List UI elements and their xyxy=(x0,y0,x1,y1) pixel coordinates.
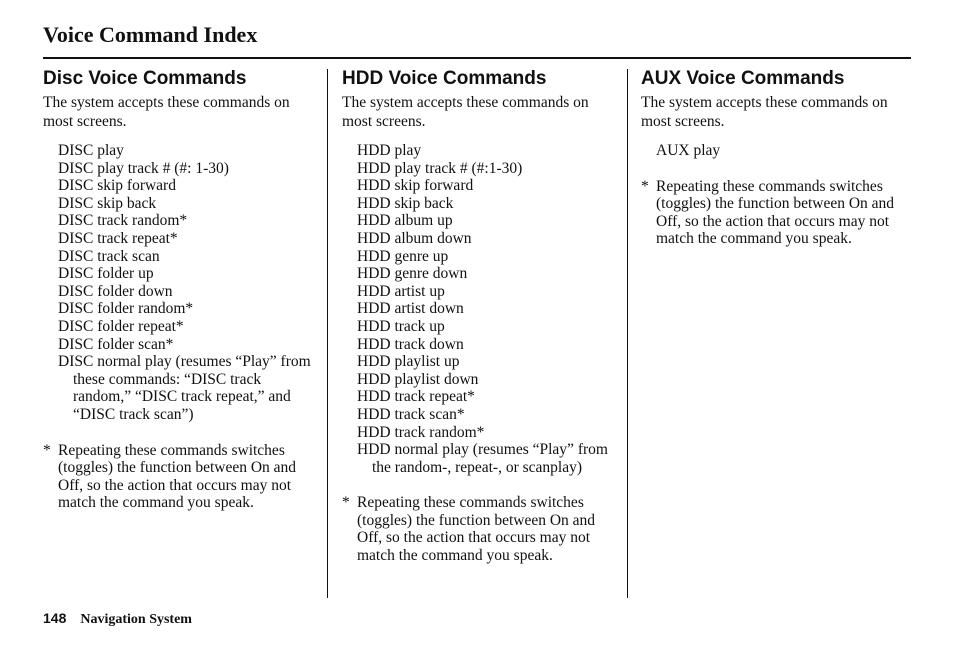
command-item: HDD track down xyxy=(357,335,464,353)
footnote xyxy=(43,442,318,512)
command-item: HDD track scan* xyxy=(357,405,465,423)
command-item: DISC normal play (resumes “Play” from these commands: “DISC track random,” “DISC track repeat,” and “DISC track scan”) xyxy=(58,353,311,423)
page-title: Voice Command Index xyxy=(43,22,258,47)
disc-commands-column xyxy=(43,68,318,512)
command-item: HDD play xyxy=(357,142,422,159)
column-intro: The system accepts these commands on most screens. xyxy=(641,94,888,130)
column-divider xyxy=(627,69,628,598)
command-item: DISC skip back xyxy=(58,194,157,212)
command-item: HDD skip forward xyxy=(357,177,474,195)
command-item: DISC play track # (#: 1-30) xyxy=(58,159,229,177)
command-item: HDD skip back xyxy=(357,194,454,212)
column-heading: Disc Voice Commands xyxy=(43,68,247,89)
footer-label: Navigation System xyxy=(80,612,192,627)
footnote xyxy=(641,178,916,248)
column-intro: The system accepts these commands on most screens. xyxy=(342,94,589,130)
command-item: HDD artist up xyxy=(357,282,445,300)
command-item: HDD track up xyxy=(357,317,445,335)
command-item: DISC skip forward xyxy=(58,177,176,195)
command-item: DISC track repeat* xyxy=(58,229,178,247)
command-item: HDD genre down xyxy=(357,265,468,283)
command-list xyxy=(656,142,916,160)
command-item: HDD playlist up xyxy=(357,353,460,371)
command-item: DISC folder up xyxy=(58,265,154,283)
asterisk-mark: * xyxy=(641,177,649,195)
asterisk-mark: * xyxy=(43,441,51,459)
command-item: DISC folder down xyxy=(58,282,173,300)
command-item: DISC folder scan* xyxy=(58,335,174,353)
page-footer xyxy=(43,610,192,628)
command-item: HDD artist down xyxy=(357,300,464,318)
page-number: 148 xyxy=(43,610,67,626)
footnote-text: Repeating these commands switches (toggles) the function between On and Off, so the action that occurs may not match the command you speak. xyxy=(357,494,596,565)
command-item: HDD play track # (#:1-30) xyxy=(357,159,523,177)
column-intro: The system accepts these commands on most screens. xyxy=(43,94,290,130)
command-item: HDD normal play (resumes “Play” from the random-, repeat-, or scanplay) xyxy=(357,441,608,476)
column-heading: AUX Voice Commands xyxy=(641,68,845,89)
command-list xyxy=(58,142,318,424)
command-item: HDD playlist down xyxy=(357,370,479,388)
command-list xyxy=(357,142,617,476)
command-item: HDD album up xyxy=(357,212,453,230)
command-item: HDD track random* xyxy=(357,423,485,441)
command-item: DISC play xyxy=(58,142,124,159)
footnote-text: Repeating these commands switches (toggles) the function between On and Off, so the action that occurs may not match the command you speak. xyxy=(58,441,297,512)
column-heading: HDD Voice Commands xyxy=(342,68,547,89)
command-item: HDD album down xyxy=(357,229,472,247)
command-item: DISC folder random* xyxy=(58,300,194,318)
asterisk-mark: * xyxy=(342,494,350,512)
command-item: AUX play xyxy=(656,142,721,159)
command-item: HDD genre up xyxy=(357,247,449,265)
command-item: DISC track random* xyxy=(58,212,188,230)
command-item: HDD track repeat* xyxy=(357,388,475,406)
footnote-text: Repeating these commands switches (toggles) the function between On and Off, so the action that occurs may not match the command you speak. xyxy=(656,177,895,248)
hdd-commands-column xyxy=(342,68,617,565)
footnote xyxy=(342,494,617,564)
column-divider xyxy=(327,69,328,598)
title-rule xyxy=(43,57,911,59)
command-item: DISC folder repeat* xyxy=(58,317,184,335)
aux-commands-column xyxy=(641,68,916,248)
command-item: DISC track scan xyxy=(58,247,160,265)
